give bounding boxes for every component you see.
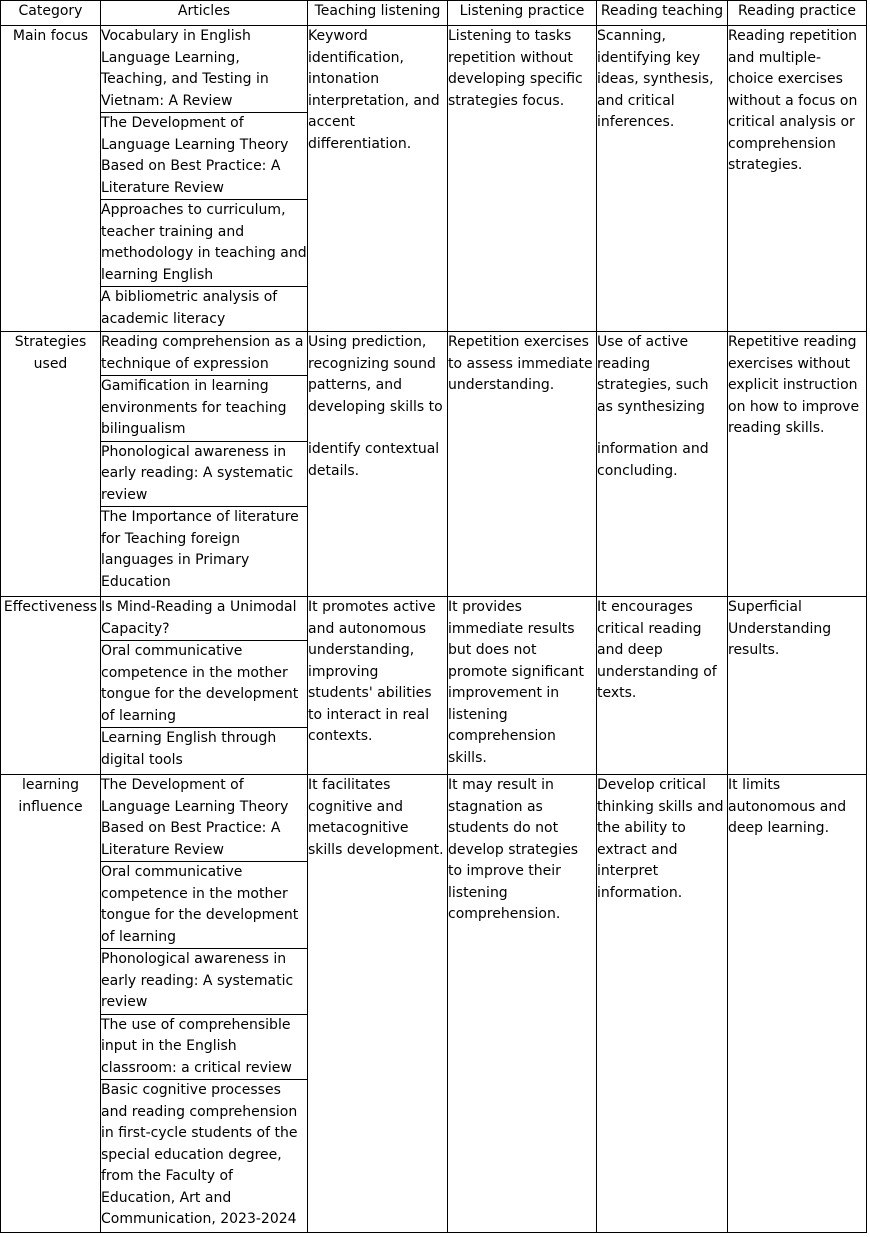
table-row	[1, 597, 867, 775]
reading-teaching-cell: Scanning, identifying key ideas, synthesis, and critical inferences.	[597, 26, 728, 332]
article-item: Learning English through digital tools	[101, 730, 277, 768]
reading-practice-cell: Superficial Understanding results.	[728, 597, 867, 775]
header-reading-teaching: Reading teaching	[597, 1, 728, 26]
reading-teaching-cell: It encourages critical reading and deep understanding of texts.	[597, 597, 728, 775]
table-row	[1, 332, 867, 597]
article-item: The Development of Language Learning Theory Based on Best Practice: A Literature Review	[101, 775, 307, 862]
articles-cell	[101, 26, 308, 332]
teaching-listening-cell: It facilitates cognitive and metacognitive skills development.	[308, 775, 448, 1233]
article-item: Reading comprehension as a technique of expression	[101, 332, 307, 376]
article-item: Phonological awareness in early reading: A systematic review	[101, 949, 307, 1015]
listening-practice-cell: Listening to tasks repetition without developing specific strategies focus.	[448, 26, 597, 332]
category-cell: Main focus	[1, 26, 101, 332]
article-item: Is Mind-Reading a Unimodal Capacity?	[101, 597, 307, 641]
listening-practice-cell: It may result in stagnation as students do not develop strategies to improve their listening comprehension.	[448, 775, 597, 1233]
header-listening-practice: Listening practice	[448, 1, 597, 26]
articles-cell	[101, 597, 308, 775]
header-category: Category	[1, 1, 101, 26]
header-articles: Articles	[101, 1, 308, 26]
reading-practice-cell: Reading repetition and multiple-choice exercises without a focus on critical analysis or comprehension strategies.	[728, 26, 867, 332]
header-reading-practice: Reading practice	[728, 1, 867, 26]
teaching-listening-cell: It promotes active and autonomous understanding, improving students' abilities to interact in real contexts.	[308, 597, 448, 775]
articles-cell	[101, 775, 308, 1233]
table-row	[1, 775, 867, 1233]
article-item: Approaches to curriculum, teacher training and methodology in teaching and learning English	[101, 200, 307, 287]
listening-practice-cell: It provides immediate results but does not promote significant improvement in listening comprehension skills.	[448, 597, 597, 775]
table-row	[1, 26, 867, 332]
article-item: Vocabulary in English Language Learning, Teaching, and Testing in Vietnam: A Review	[101, 26, 307, 113]
category-cell: learning influence	[1, 775, 101, 1233]
article-item: Basic cognitive processes and reading comprehension in first-cycle students of the special education degree, from the Faculty of Education, Art and Communication, 2023-2024	[101, 1082, 298, 1227]
reading-teaching-cell: Develop critical thinking skills and the ability to extract and interpret information.	[597, 775, 728, 1233]
article-item: The use of comprehensible input in the English classroom: a critical review	[101, 1015, 307, 1081]
header-row	[1, 1, 867, 26]
reading-teaching-cell	[597, 332, 728, 597]
listening-practice-cell: Repetition exercises to assess immediate understanding.	[448, 332, 597, 597]
header-teaching-listening: Teaching listening	[308, 1, 448, 26]
cell-text-part: identify contextual details.	[308, 441, 440, 479]
article-item: Gamification in learning environments for teaching bilingualism	[101, 376, 307, 442]
article-item: The Development of Language Learning Theory Based on Best Practice: A Literature Review	[101, 113, 307, 200]
article-item: A bibliometric analysis of academic literacy	[101, 289, 278, 327]
category-cell: Strategies used	[1, 332, 101, 597]
article-item: Phonological awareness in early reading: A systematic review	[101, 442, 307, 508]
cell-text-part: Using prediction, recognizing sound patterns, and developing skills to	[308, 334, 443, 415]
category-cell: Effectiveness	[1, 597, 101, 775]
article-item: Oral communicative competence in the mother tongue for the development of learning	[101, 641, 307, 728]
cell-text-part: Use of active reading strategies, such as synthesizing	[597, 334, 709, 415]
article-item: Oral communicative competence in the mother tongue for the development of learning	[101, 862, 307, 949]
teaching-listening-cell	[308, 332, 448, 597]
cell-text-part: information and concluding.	[597, 441, 709, 479]
teaching-listening-cell: Keyword identification, intonation interpretation, and accent differentiation.	[308, 26, 448, 332]
article-item: The Importance of literature for Teaching foreign languages in Primary Education	[101, 509, 299, 590]
reading-practice-cell: Repetitive reading exercises without explicit instruction on how to improve reading skills.	[728, 332, 867, 597]
articles-cell	[101, 332, 308, 597]
reading-practice-cell: It limits autonomous and deep learning.	[728, 775, 867, 1233]
